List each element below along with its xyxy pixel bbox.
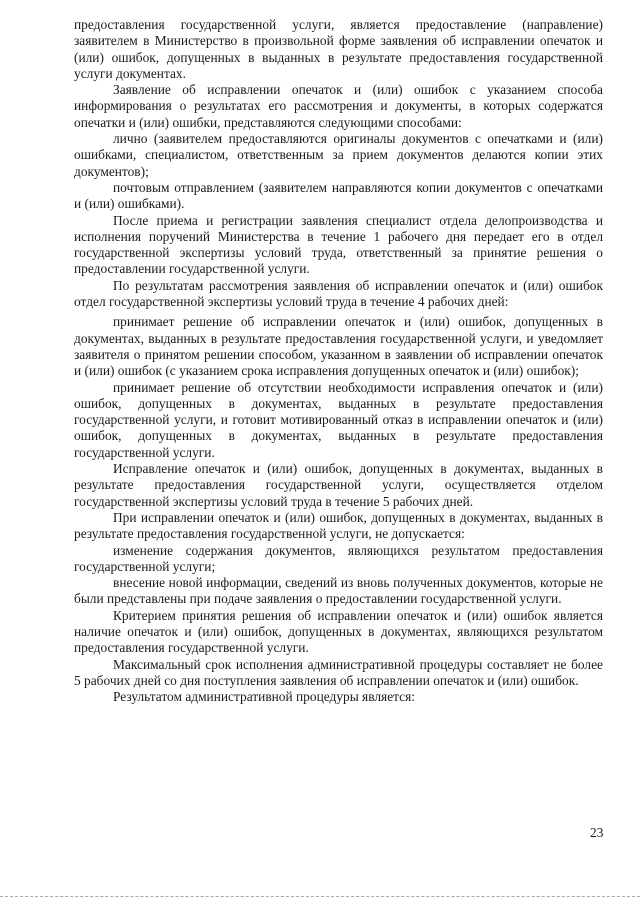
page-number: 23 bbox=[590, 825, 604, 840]
paragraph-12: внесение новой информации, сведений из вновь полученных документов, которые не были представлены при подаче заявления о предоставлении государственной услуги. bbox=[74, 575, 603, 607]
paragraph-9: Исправление опечаток и (или) ошибок, допущенных в документах, выданных в результате предоставления государственной услуги, осуществляется отделом государственной экспертизы условий труда в течение 5 рабочих дней. bbox=[74, 461, 603, 509]
paragraph-4: почтовым отправлением (заявителем направляются копии документов с опечатками и (или) ошибками). bbox=[74, 179, 603, 212]
paragraph-1: предоставления государственной услуги, является предоставление (направление) заявителем в Министерство в произвольной форме заявления об исправлении опечаток и (или) ошибок, допущенных в выданных в результате предоставления государственной услуги документах. bbox=[74, 17, 603, 81]
paragraph-11: изменение содержания документов, являющихся результатом предоставления государственной услуги; bbox=[74, 542, 603, 574]
document-page bbox=[74, 17, 603, 705]
paragraph-2: Заявление об исправлении опечаток и (или) ошибок с указанием способа информирования о результатах его рассмотрения и документы, в которых содержатся опечатки и (или) ошибки, представляются следующими способами: bbox=[74, 82, 603, 130]
paragraph-14: Максимальный срок исполнения административной процедуры составляет не более 5 рабочих дней со дня поступления заявления об исправлении опечаток и (или) ошибок. bbox=[74, 656, 603, 688]
page-bottom-edge bbox=[0, 896, 640, 897]
paragraph-13: Критерием принятия решения об исправлении опечаток и (или) ошибок является наличие опечаток и (или) ошибок, допущенных в документах, являющихся результатом предоставления государственной услуги. bbox=[74, 607, 603, 656]
paragraph-6: По результатам рассмотрения заявления об исправлении опечаток и (или) ошибок отдел государственной экспертизы условий труда в течение 4 рабочих дней: bbox=[74, 277, 603, 310]
paragraph-3: лично (заявителем предоставляются оригиналы документов с опечатками и (или) ошибками, специалистом, ответственным за прием документов делаются копии этих документов); bbox=[74, 131, 603, 179]
paragraph-15: Результатом административной процедуры является: bbox=[113, 689, 415, 705]
paragraph-5: После приема и регистрации заявления специалист отдела делопроизводства и исполнения поручений Министерства в течение 1 рабочего дня передает его в отдел государственной экспертизы условий труда, ответственный за принятие решения о предоставлении государственной услуги. bbox=[74, 212, 603, 277]
paragraph-7: принимает решение об исправлении опечаток и (или) ошибок, допущенных в документах, выданных в результате предоставления государственной услуги, и уведомляет заявителя о принятом решении способом, указанном в заявлении об исправлении опечаток и (или) ошибок (с указанием срока исправления допущенных опечаток и (или) ошибок); bbox=[74, 314, 603, 379]
paragraph-10: При исправлении опечаток и (или) ошибок, допущенных в документах, выданных в результате предоставления государственной услуги, не допускается: bbox=[74, 509, 603, 542]
paragraph-8: принимает решение об отсутствии необходимости исправления опечаток и (или) ошибок, допущенных в документах, выданных в результате предоставления государственной услуги, и готовит мотивированный отказ в исправлении опечаток и (или) ошибок, допущенных в документах, выданных в результате предоставления государственной услуги. bbox=[74, 379, 603, 460]
